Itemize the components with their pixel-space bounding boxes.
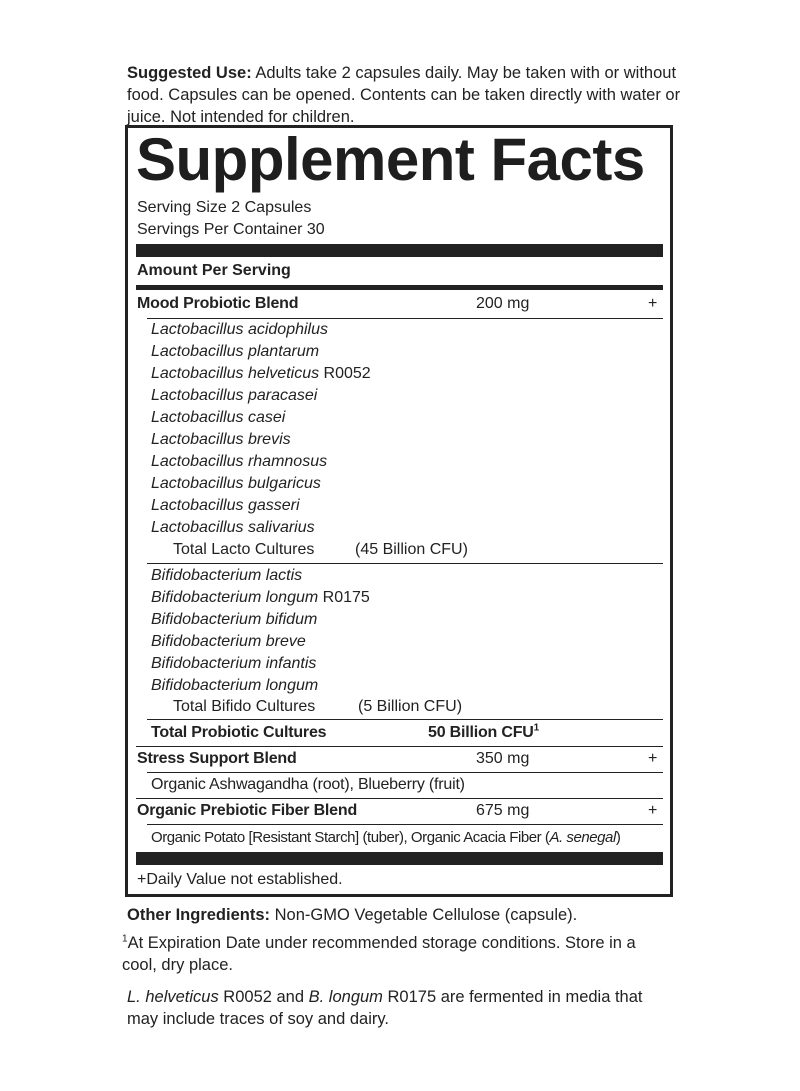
stress-blend-dv: + <box>648 750 658 767</box>
fiber-blend-name: Organic Prebiotic Fiber Blend <box>137 802 358 819</box>
lacto-strain: Lactobacillus paracasei <box>151 387 318 404</box>
bifido-strain: Bifidobacterium breve <box>151 633 306 650</box>
fiber-ingredients-close: ) <box>615 829 621 846</box>
lacto-strain: Lactobacillus casei <box>151 409 286 426</box>
lacto-strain: Lactobacillus plantarum <box>151 343 320 360</box>
thick-divider-top <box>136 244 663 257</box>
divider <box>136 798 663 799</box>
other-ingredients-label: Other Ingredients: <box>127 906 271 924</box>
bifido-strain-name: Bifidobacterium longum <box>151 589 319 606</box>
suggested-use-text: Adults take 2 capsules daily. May be taken with or without food. Capsules can be opened. Contents can be taken directly with water or juice. Not intended for children. <box>127 64 681 126</box>
divider <box>147 719 663 720</box>
suggested-use <box>127 62 687 128</box>
stress-blend-ingredients: Organic Ashwagandha (root), Blueberry (fruit) <box>151 776 465 793</box>
medium-divider <box>136 285 663 290</box>
bifido-strain: Bifidobacterium lactis <box>151 567 303 584</box>
other-ingredients <box>127 904 577 926</box>
species-name: B. longum <box>308 988 383 1006</box>
dv-note: +Daily Value not established. <box>137 871 343 888</box>
amount-per-serving: Amount Per Serving <box>137 262 291 279</box>
lacto-strain: Lactobacillus bulgaricus <box>151 475 321 492</box>
longum-code: R0175 <box>318 589 370 606</box>
fiber-blend-dv: + <box>648 802 658 819</box>
footnote-mark: 1 <box>533 722 540 734</box>
footnote-text: At Expiration Date under recommended storage conditions. Store in a cool, dry place. <box>122 934 636 974</box>
total-lacto-label: Total Lacto Cultures <box>173 541 315 558</box>
note-text: R0052 and <box>218 988 309 1006</box>
footnote-number: 1 <box>122 933 128 945</box>
mood-blend-amount: 200 mg <box>476 295 530 312</box>
lacto-strain: Lactobacillus salivarius <box>151 519 315 536</box>
stress-blend-name: Stress Support Blend <box>137 750 297 767</box>
mood-blend-name: Mood Probiotic Blend <box>137 295 299 312</box>
fiber-blend-ingredients <box>151 827 620 849</box>
bifido-strain: Bifidobacterium longum <box>151 677 319 694</box>
suggested-use-label: Suggested Use: <box>127 64 252 82</box>
fermentation-note <box>127 986 647 1030</box>
total-probiotic-amount: 50 Billion CFU <box>428 724 534 741</box>
lacto-strain <box>151 363 371 385</box>
divider <box>147 824 663 825</box>
fiber-ingredients-text: Organic Potato [Resistant Starch] (tuber), Organic Acacia Fiber ( <box>151 829 550 846</box>
thick-divider-bottom <box>136 852 663 865</box>
total-probiotic-value <box>428 722 539 744</box>
servings-per-container: Servings Per Container 30 <box>137 221 325 238</box>
other-ingredients-text: Non-GMO Vegetable Cellulose (capsule). <box>270 906 578 924</box>
fiber-ingredients-italic: A. senegal <box>549 829 616 846</box>
fiber-blend-amount: 675 mg <box>476 802 530 819</box>
divider <box>147 563 663 564</box>
serving-size: Serving Size 2 Capsules <box>137 199 312 216</box>
lacto-strain: Lactobacillus rhamnosus <box>151 453 328 470</box>
bifido-strain: Bifidobacterium bifidum <box>151 611 318 628</box>
lacto-strain: Lactobacillus gasseri <box>151 497 300 514</box>
stress-blend-amount: 350 mg <box>476 750 530 767</box>
species-name: L. helveticus <box>127 988 219 1006</box>
divider <box>147 772 663 773</box>
note-text: R0175 are fermented in media that may include traces of soy and dairy. <box>127 988 643 1028</box>
lacto-strain-name: Lactobacillus helveticus <box>151 365 320 382</box>
lacto-strain: Lactobacillus brevis <box>151 431 291 448</box>
helveticus-code: R0052 <box>319 365 371 382</box>
total-bifido-label: Total Bifido Cultures <box>173 698 316 715</box>
expiration-footnote <box>122 932 642 976</box>
bifido-strain <box>151 587 370 609</box>
total-probiotic-label: Total Probiotic Cultures <box>151 724 327 741</box>
mood-blend-dv: + <box>648 295 658 312</box>
panel-title: Supplement Facts <box>136 126 645 193</box>
total-lacto-value: (45 Billion CFU) <box>355 541 468 558</box>
total-bifido-value: (5 Billion CFU) <box>358 698 463 715</box>
bifido-strain: Bifidobacterium infantis <box>151 655 317 672</box>
divider <box>136 746 663 747</box>
lacto-strain: Lactobacillus acidophilus <box>151 321 328 338</box>
